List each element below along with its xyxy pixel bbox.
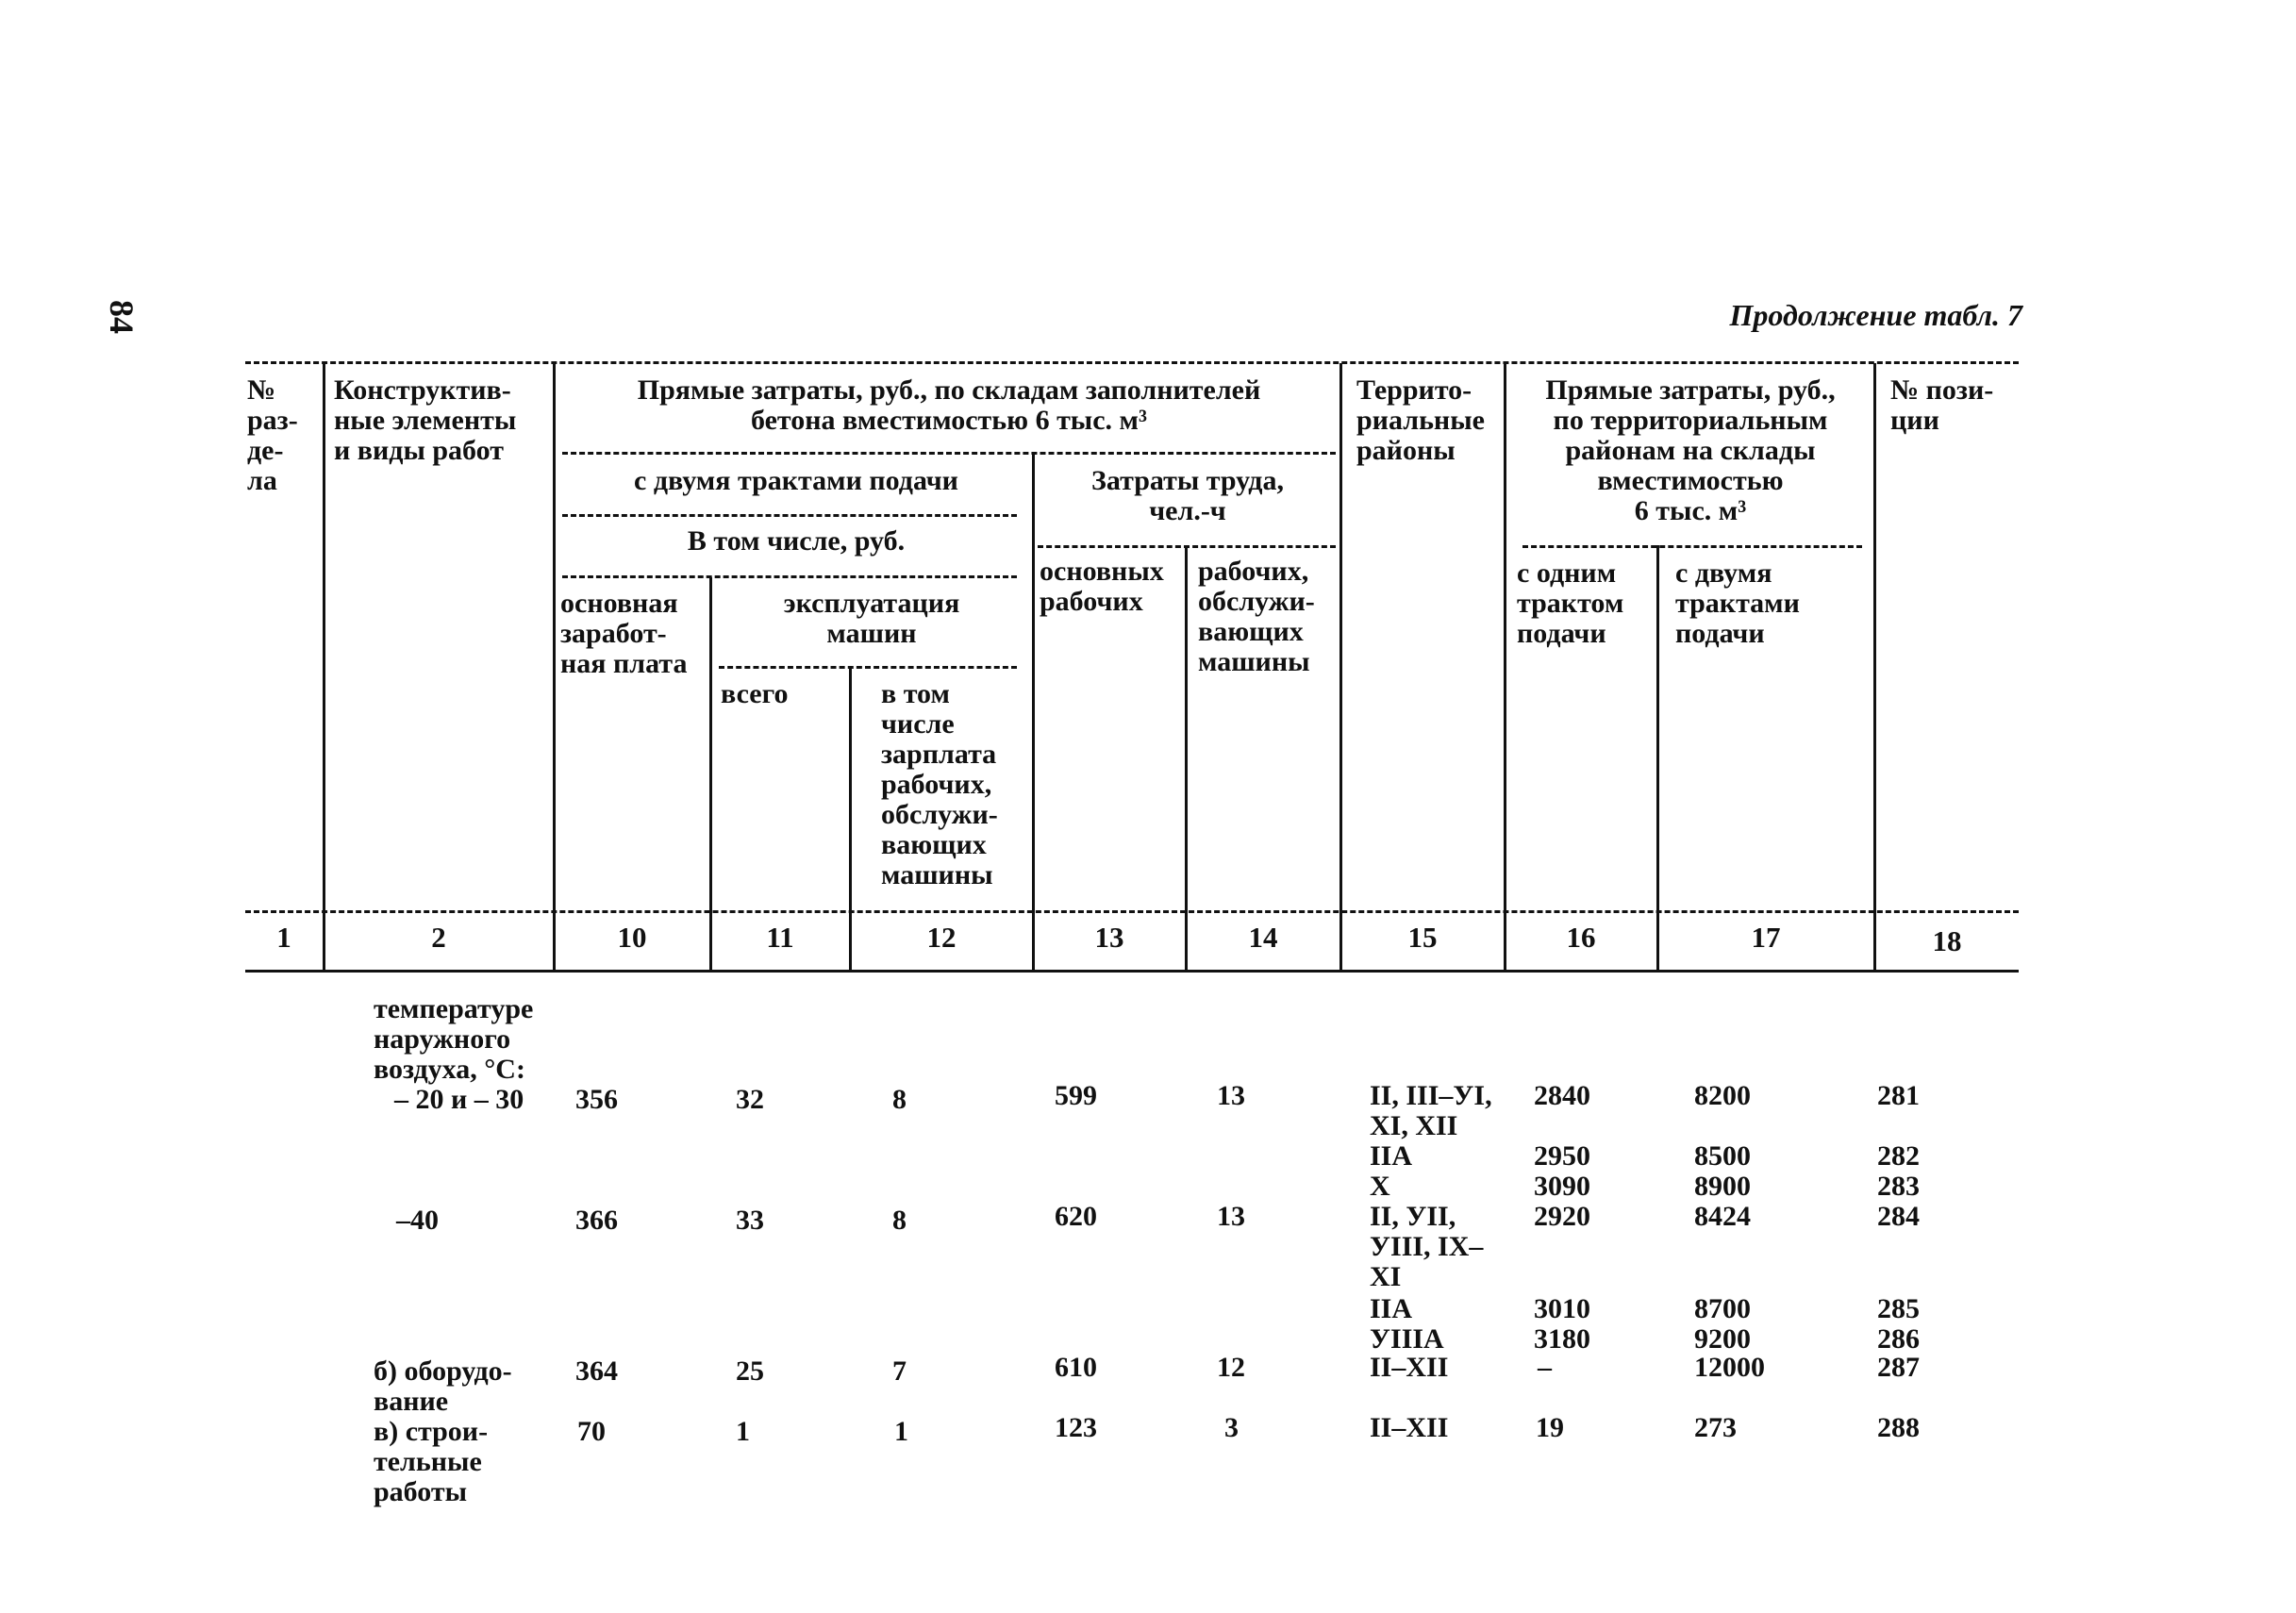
header-two-tracts-short: с двумя трактами подачи (1675, 557, 1800, 649)
cell-col15: II, III–УI, XI, XII (1370, 1080, 1492, 1141)
cell-col17: 8424 (1694, 1201, 1751, 1232)
cell-col10: 364 (575, 1355, 618, 1387)
row-label: –40 (396, 1205, 439, 1236)
column-number: 15 (1407, 921, 1438, 954)
cell-col15: II–XII (1370, 1352, 1449, 1383)
column-number: 16 (1566, 921, 1596, 954)
header-one-tract: с одним трактом подачи (1517, 557, 1624, 649)
cell-col13: 620 (1055, 1201, 1097, 1232)
cell-col11: 1 (736, 1416, 750, 1447)
cell-col12: 1 (894, 1416, 908, 1447)
cell-col16: 19 (1536, 1412, 1564, 1443)
column-number: 13 (1094, 921, 1124, 954)
cell-col17: 8700 (1694, 1293, 1751, 1324)
cell-col11: 32 (736, 1084, 764, 1115)
header-direct-costs-group: Прямые затраты, руб., по складам заполнителей бетона вместимостью 6 тыс. м³ (637, 374, 1261, 436)
cell-col16: 3180 (1534, 1323, 1590, 1355)
cell-col11: 33 (736, 1205, 764, 1236)
cell-col15: IIA (1370, 1140, 1413, 1172)
cell-col15: II–XII (1370, 1412, 1449, 1443)
cell-col11: 25 (736, 1355, 764, 1387)
cell-col16: 3090 (1534, 1171, 1590, 1202)
intro-text: температуре наружного воздуха, °С: (374, 993, 534, 1085)
header-including-wage: в том числе зарплата рабочих, обслужи- вающих машины (881, 678, 998, 890)
cell-col10: 70 (577, 1416, 606, 1447)
cell-col13: 599 (1055, 1080, 1097, 1111)
cell-col18: 285 (1877, 1293, 1920, 1324)
cell-col16: 2840 (1534, 1080, 1590, 1111)
header-machine-operation: эксплуатация машин (783, 588, 960, 649)
cell-col13: 123 (1055, 1412, 1097, 1443)
header-elements: Конструктив- ные элементы и виды работ (334, 374, 517, 466)
column-number: 12 (926, 921, 957, 954)
cell-col18: 288 (1877, 1412, 1920, 1443)
cell-col16: 2920 (1534, 1201, 1590, 1232)
cell-col13: 610 (1055, 1352, 1097, 1383)
cell-col12: 8 (892, 1205, 907, 1236)
column-number: 17 (1751, 921, 1781, 954)
column-number: 2 (431, 921, 446, 954)
cell-col10: 356 (575, 1084, 618, 1115)
cell-col16: 2950 (1534, 1140, 1590, 1172)
header-position-no: № пози- ции (1890, 374, 1994, 436)
header-main-workers: основных рабочих (1040, 556, 1164, 617)
header-two-tracts: с двумя трактами подачи (634, 465, 958, 496)
cell-col12: 8 (892, 1084, 907, 1115)
cell-col18: 281 (1877, 1080, 1920, 1111)
row-label: – 20 и – 30 (394, 1084, 524, 1115)
cell-col14: 12 (1217, 1352, 1245, 1383)
cell-col18: 282 (1877, 1140, 1920, 1172)
cell-col17: 8500 (1694, 1140, 1751, 1172)
cell-col18: 283 (1877, 1171, 1920, 1202)
cell-col16: – (1538, 1352, 1552, 1383)
cell-col18: 286 (1877, 1323, 1920, 1355)
row-label: б) оборудо- вание (374, 1355, 512, 1417)
cell-col15: II, УII, УIII, IX– XI (1370, 1201, 1484, 1292)
header-base-wage: основная заработ- ная плата (560, 588, 688, 679)
cell-col15: УIIIA (1370, 1323, 1444, 1355)
table-continuation-title: Продолжение табл. 7 (1729, 298, 2022, 332)
cell-col17: 273 (1694, 1412, 1737, 1443)
header-direct-costs-regions: Прямые затраты, руб., по территориальным районам на склады вместимостью 6 тыс. м³ (1545, 374, 1836, 526)
column-number: 18 (1932, 924, 1962, 957)
cell-col17: 8900 (1694, 1171, 1751, 1202)
column-number: 1 (276, 921, 291, 954)
header-machine-workers: рабочих, обслужи- вающих машины (1198, 556, 1315, 677)
cell-col10: 366 (575, 1205, 618, 1236)
cell-col14: 13 (1217, 1201, 1245, 1232)
cell-col18: 284 (1877, 1201, 1920, 1232)
column-number: 10 (617, 921, 647, 954)
header-total: всего (721, 678, 789, 709)
column-number: 11 (766, 921, 794, 954)
cell-col18: 287 (1877, 1352, 1920, 1383)
header-territorial-regions: Террито- риальные районы (1356, 374, 1485, 466)
cell-col14: 3 (1224, 1412, 1239, 1443)
cell-col15: IIA (1370, 1293, 1413, 1324)
cell-col15: X (1370, 1171, 1390, 1202)
header-section-no: № раз- де- ла (247, 374, 298, 496)
header-labor-costs: Затраты труда, чел.-ч (1091, 465, 1284, 526)
column-number: 14 (1248, 921, 1278, 954)
cell-col16: 3010 (1534, 1293, 1590, 1324)
row-label: в) строи- тельные работы (374, 1416, 489, 1507)
cell-col17: 9200 (1694, 1323, 1751, 1355)
cell-col17: 12000 (1694, 1352, 1765, 1383)
cell-col12: 7 (892, 1355, 907, 1387)
cell-col14: 13 (1217, 1080, 1245, 1111)
cell-col17: 8200 (1694, 1080, 1751, 1111)
page-number: 84 (103, 300, 141, 334)
header-including-rub: В том числе, руб. (687, 525, 906, 557)
